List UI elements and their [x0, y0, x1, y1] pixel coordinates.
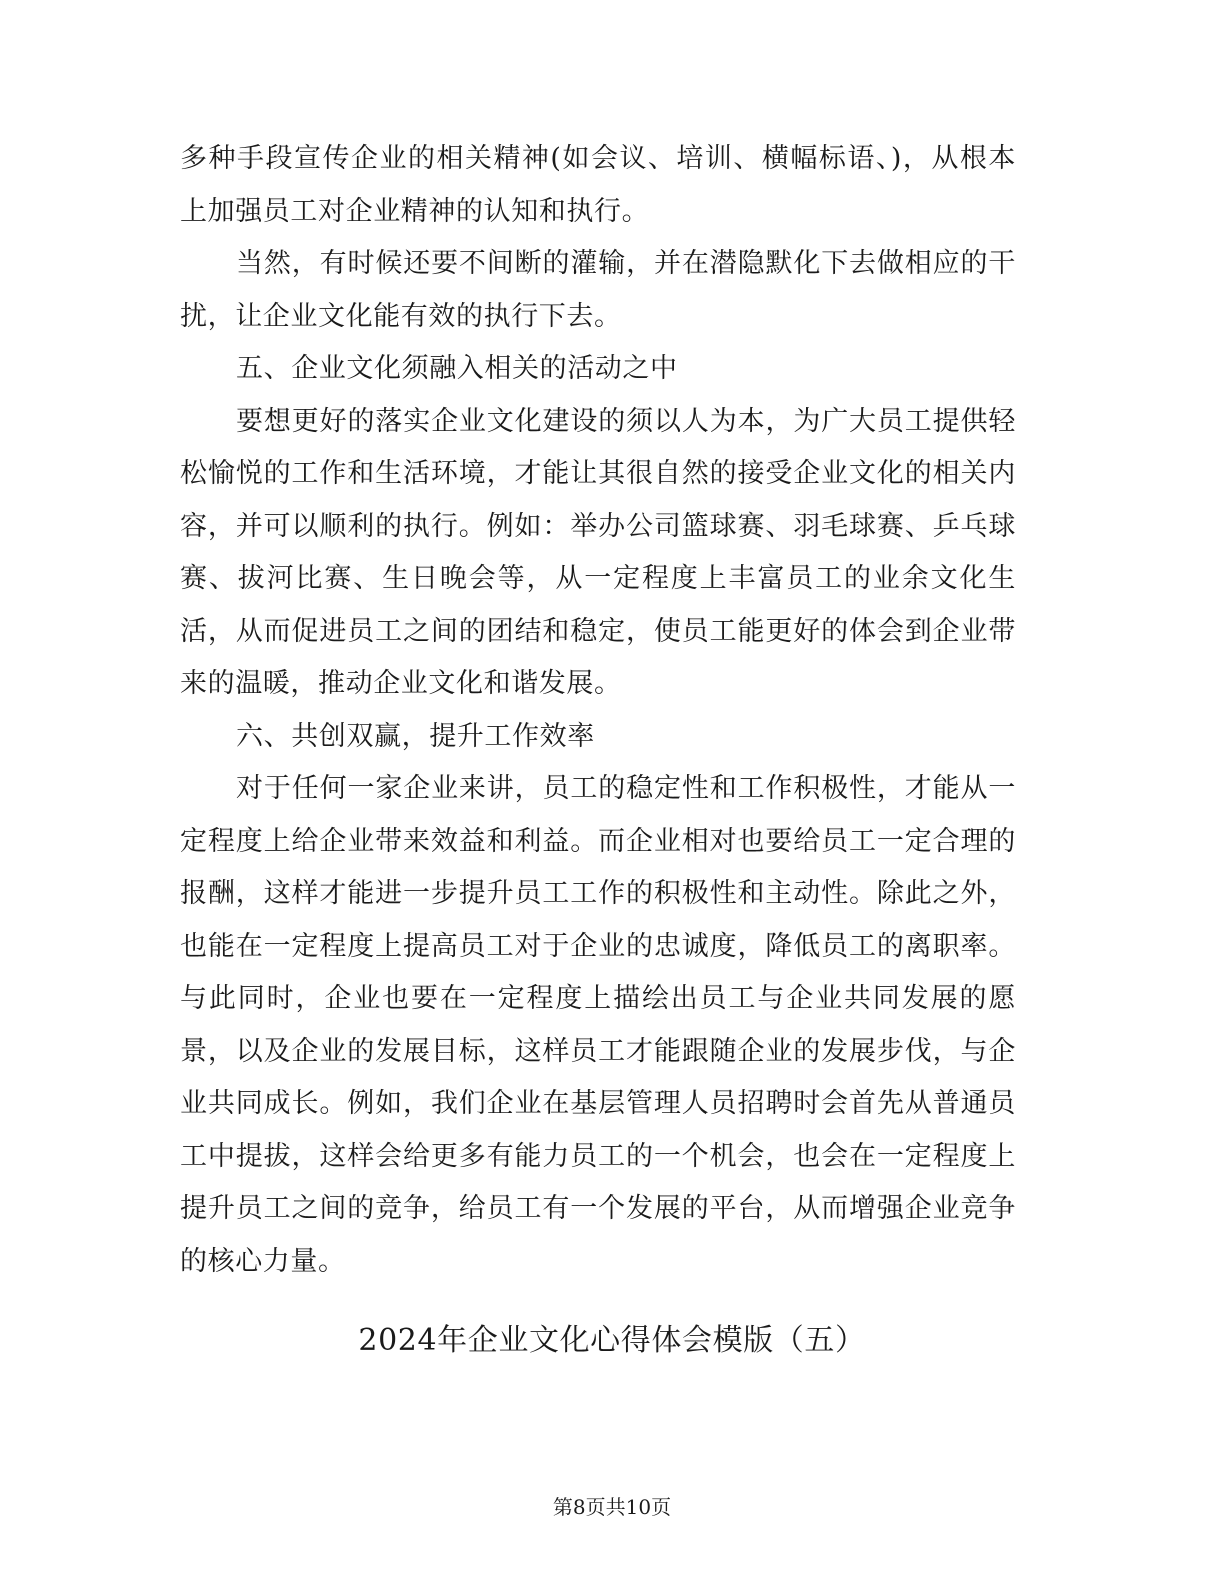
- section-heading-five: 五、企业文化须融入相关的活动之中: [236, 353, 678, 384]
- paragraph-win-win: 对于任何一家企业来讲，员工的稳定性和工作积极性，才能从一定程度上给企业带来效益和利益。而企业相对也要给员工一定合理的报酬，这样才能进一步提升员工工作的积极性和主动性。除此之外，也能在一定程度上提高员工对于企业的忠诚度，降低员工的离职率。与此同时，企业也要在一定程度上描绘出员工与企业共同发展的愿景，以及企业的发展目标，这样员工才能跟随企业的发展步伐，与企业共同成长。例如，我们企业在基层管理人员招聘时会首先从普通员工中提拔，这样会给更多有能力员工的一个机会，也会在一定程度上提升员工之间的竞争，给员工有一个发展的平台，从而增强企业竞争的核心力量。: [180, 773, 1016, 1277]
- next-document-title: 2024年企业文化心得体会模版（五）: [358, 1323, 866, 1358]
- paragraph-activities: 要想更好的落实企业文化建设的须以人为本，为广大员工提供轻松愉悦的工作和生活环境，才能让其很自然的接受企业文化的相关内容，并可以顺利的执行。例如：举办公司篮球赛、羽毛球赛、乒乓球赛、拔河比赛、生日晚会等，从一定程度上丰富员工的业余文化生活，从而促进员工之间的团结和稳定，使员工能更好的体会到企业带来的温暖，推动企业文化和谐发展。: [180, 405, 1016, 699]
- paragraph-indoctrination: 当然，有时候还要不间断的灌输，并在潜隐默化下去做相应的干扰，让企业文化能有效的执行下去。: [180, 248, 1016, 332]
- section-heading-six: 六、共创双赢，提升工作效率: [236, 720, 595, 752]
- paragraph-continuation: 多种手段宣传企业的相关精神(如会议、培训、横幅标语、)，从根本上加强员工对企业精神的认知和执行。: [180, 143, 1016, 227]
- document-body: [180, 133, 1016, 1288]
- page-number-footer: 第8页共10页: [552, 1495, 672, 1519]
